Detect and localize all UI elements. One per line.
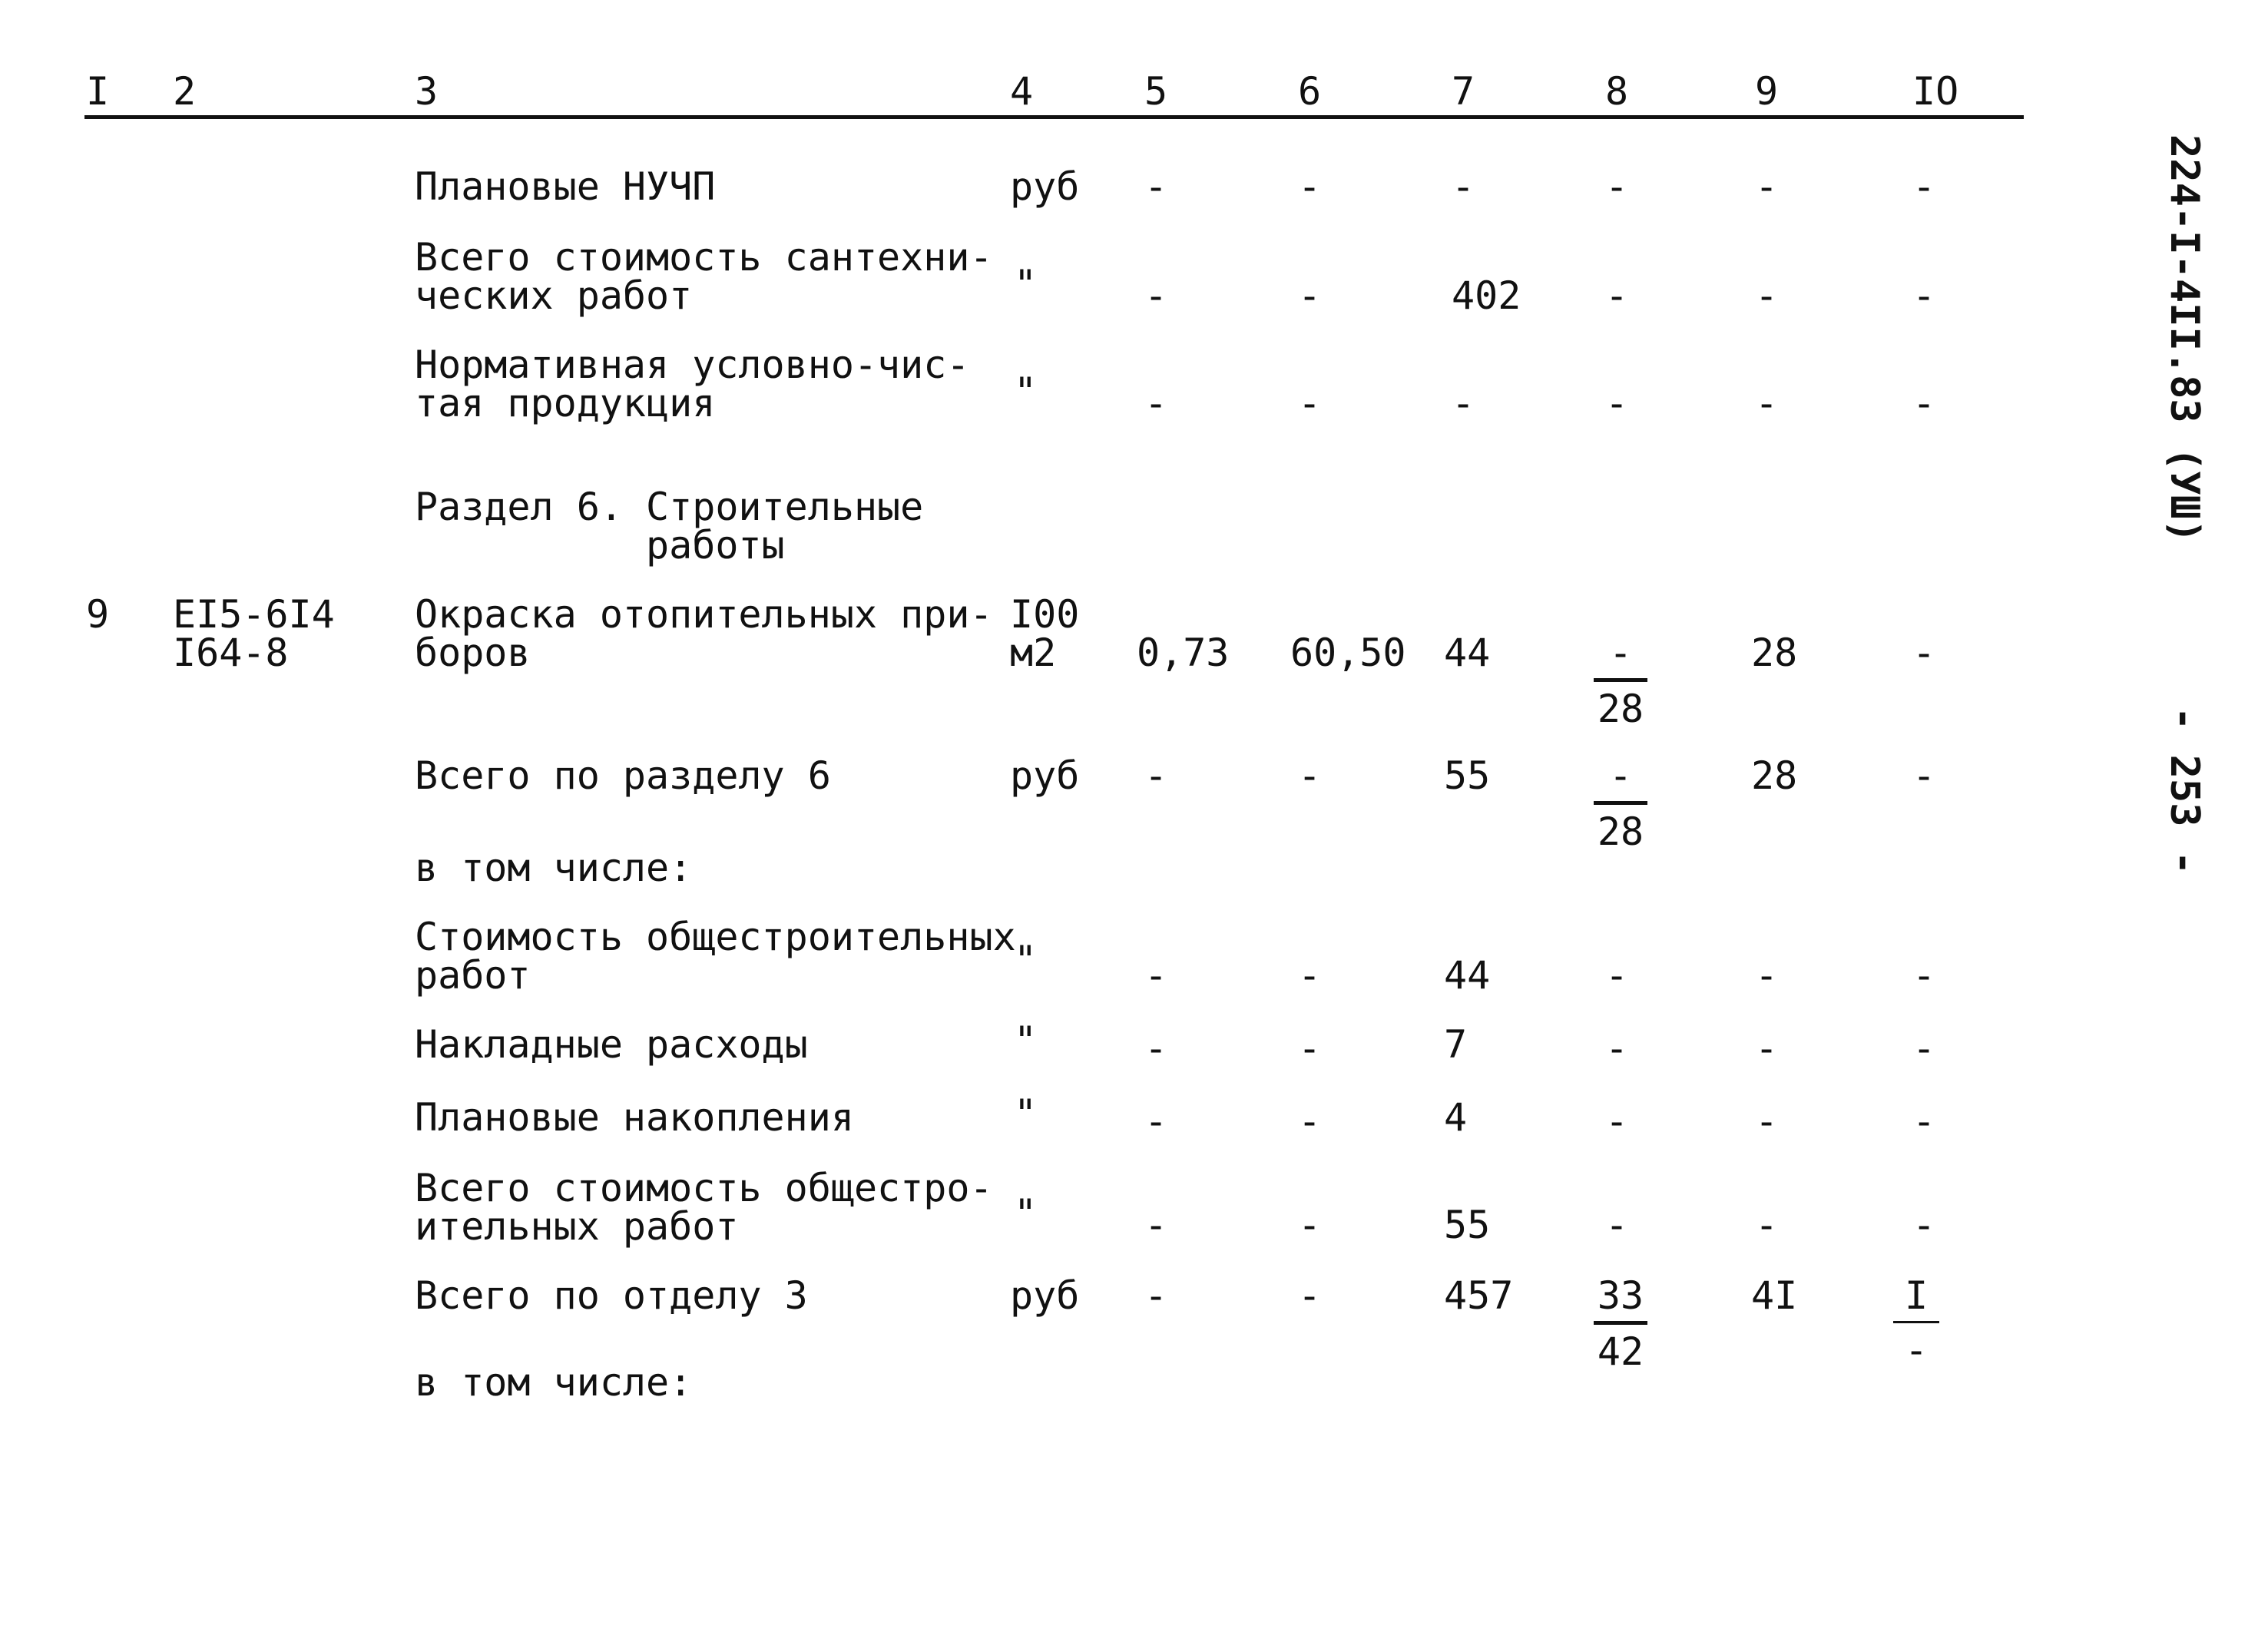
col-header-2: 2 <box>173 69 197 114</box>
cell-col6: - <box>1298 273 1322 318</box>
cell-col5: - <box>1144 1273 1168 1318</box>
row-code: EI5-6I4 I64-8 <box>173 592 335 675</box>
cell-col9: - <box>1755 381 1779 425</box>
cell-col10-fraction <box>1893 1273 1939 1372</box>
cell-col8-fraction <box>1594 1273 1647 1374</box>
cell-col7: 44 <box>1444 631 1491 675</box>
subheading: в том числе: <box>415 1360 693 1405</box>
fraction-numerator: 33 <box>1597 1273 1644 1318</box>
row-description: Окраска отопительных при- боров <box>415 592 993 675</box>
col-header-6: 6 <box>1298 69 1322 114</box>
col-header-10: IO <box>1912 69 1959 114</box>
cell-col9: 28 <box>1751 631 1798 675</box>
cell-col9: - <box>1755 1203 1779 1247</box>
row-description: Всего стоимость общестро- ительных работ <box>415 1166 993 1249</box>
fraction-denominator: 28 <box>1597 809 1644 854</box>
row-unit: " <box>1014 1191 1038 1236</box>
cell-col10: - <box>1912 381 1936 425</box>
cell-col7: 55 <box>1444 1203 1491 1247</box>
cell-col5: - <box>1144 1099 1168 1144</box>
row-description: Всего по разделу 6 <box>415 753 831 798</box>
col-header-8: 8 <box>1605 69 1629 114</box>
col-header-7: 7 <box>1452 69 1475 114</box>
cell-col5: 0,73 <box>1137 631 1230 675</box>
fraction-denominator: 28 <box>1597 687 1644 731</box>
subheading: в том числе: <box>415 846 693 890</box>
fraction-numerator: I <box>1904 1273 1929 1318</box>
row-description: Плановые НУЧП <box>415 164 716 209</box>
cell-col10: - <box>1912 953 1936 998</box>
col-header-3: 3 <box>415 69 439 114</box>
col-header-9: 9 <box>1755 69 1779 114</box>
row-unit: " <box>1014 262 1038 306</box>
row-description: Плановые накопления <box>415 1095 854 1140</box>
col-header-1: I <box>86 69 110 114</box>
col-header-4: 4 <box>1010 69 1034 114</box>
fraction-bar <box>1893 1321 1939 1323</box>
cell-col5: - <box>1144 1026 1168 1071</box>
cell-col9: 4I <box>1751 1273 1798 1318</box>
cell-col10: - <box>1912 1203 1936 1247</box>
cell-col6: 60,50 <box>1290 631 1406 675</box>
cell-col10: - <box>1912 753 1936 798</box>
cell-col8: - <box>1605 953 1629 998</box>
col-header-5: 5 <box>1144 69 1168 114</box>
fraction-bar <box>1594 678 1647 682</box>
row-description: Всего по отделу 3 <box>415 1273 808 1318</box>
header-rule <box>84 115 2024 119</box>
cell-col10: - <box>1912 273 1936 318</box>
cell-col6: - <box>1298 1273 1322 1318</box>
page-number: - 253 - <box>2161 707 2207 876</box>
fraction-denominator: 42 <box>1597 1329 1644 1374</box>
cell-col8: - <box>1605 1026 1629 1071</box>
cell-col7: 44 <box>1444 953 1491 998</box>
row-unit: " <box>1014 369 1038 414</box>
cell-col9: - <box>1755 1099 1779 1144</box>
row-description: Нормативная условно-чис- тая продукция <box>415 343 970 425</box>
row-number: 9 <box>86 592 110 637</box>
cell-col5: - <box>1144 381 1168 425</box>
row-description: Накладные расходы <box>415 1022 808 1067</box>
cell-col6: - <box>1298 753 1322 798</box>
row-description: Всего стоимость сантехни- ческих работ <box>415 235 993 318</box>
fraction-denominator: - <box>1904 1328 1929 1372</box>
cell-col7: 457 <box>1444 1273 1514 1318</box>
cell-col7: 4 <box>1444 1095 1468 1140</box>
cell-col9: - <box>1755 1026 1779 1071</box>
cell-col8: - <box>1605 1203 1629 1247</box>
document-code: 224-I-4II.83 (УШ) <box>2161 134 2207 544</box>
section-heading: Раздел 6. Строительные работы <box>415 485 924 568</box>
cell-col6: - <box>1298 381 1322 425</box>
fraction-numerator: - <box>1608 631 1633 675</box>
row-unit: I00 м2 <box>1010 592 1080 675</box>
cell-col9: 28 <box>1751 753 1798 798</box>
row-unit: руб <box>1010 164 1080 209</box>
cell-col5: - <box>1144 273 1168 318</box>
fraction-numerator: - <box>1608 753 1633 798</box>
cell-col8: - <box>1605 164 1629 209</box>
cell-col6: - <box>1298 1099 1322 1144</box>
cell-col7: 7 <box>1444 1022 1468 1067</box>
cell-col10: - <box>1912 631 1936 675</box>
cell-col10: - <box>1912 1099 1936 1144</box>
row-description: Стоимость общестроительных работ <box>415 915 1016 998</box>
cell-col9: - <box>1755 273 1779 318</box>
cell-col6: - <box>1298 1203 1322 1247</box>
cell-col5: - <box>1144 753 1168 798</box>
fraction-bar <box>1594 1321 1647 1325</box>
row-unit: " <box>1014 938 1038 982</box>
cell-col6: - <box>1298 953 1322 998</box>
row-unit: " <box>1014 1091 1038 1136</box>
cell-col7: - <box>1452 164 1475 209</box>
cell-col8: - <box>1605 273 1629 318</box>
cell-col9: - <box>1755 953 1779 998</box>
cell-col7: 402 <box>1452 273 1521 318</box>
row-unit: " <box>1014 1018 1038 1063</box>
cell-col7: 55 <box>1444 753 1491 798</box>
cell-col10: - <box>1912 1026 1936 1071</box>
cell-col5: - <box>1144 953 1168 998</box>
cell-col8-fraction <box>1594 753 1647 854</box>
cell-col10: - <box>1912 164 1936 209</box>
cell-col5: - <box>1144 164 1168 209</box>
cell-col8: - <box>1605 1099 1629 1144</box>
row-unit: руб <box>1010 1273 1080 1318</box>
cell-col7: - <box>1452 381 1475 425</box>
cell-col6: - <box>1298 164 1322 209</box>
cell-col6: - <box>1298 1026 1322 1071</box>
cell-col8-fraction <box>1594 631 1647 731</box>
cell-col5: - <box>1144 1203 1168 1247</box>
row-unit: руб <box>1010 753 1080 798</box>
fraction-bar <box>1594 801 1647 805</box>
cell-col8: - <box>1605 381 1629 425</box>
cell-col9: - <box>1755 164 1779 209</box>
